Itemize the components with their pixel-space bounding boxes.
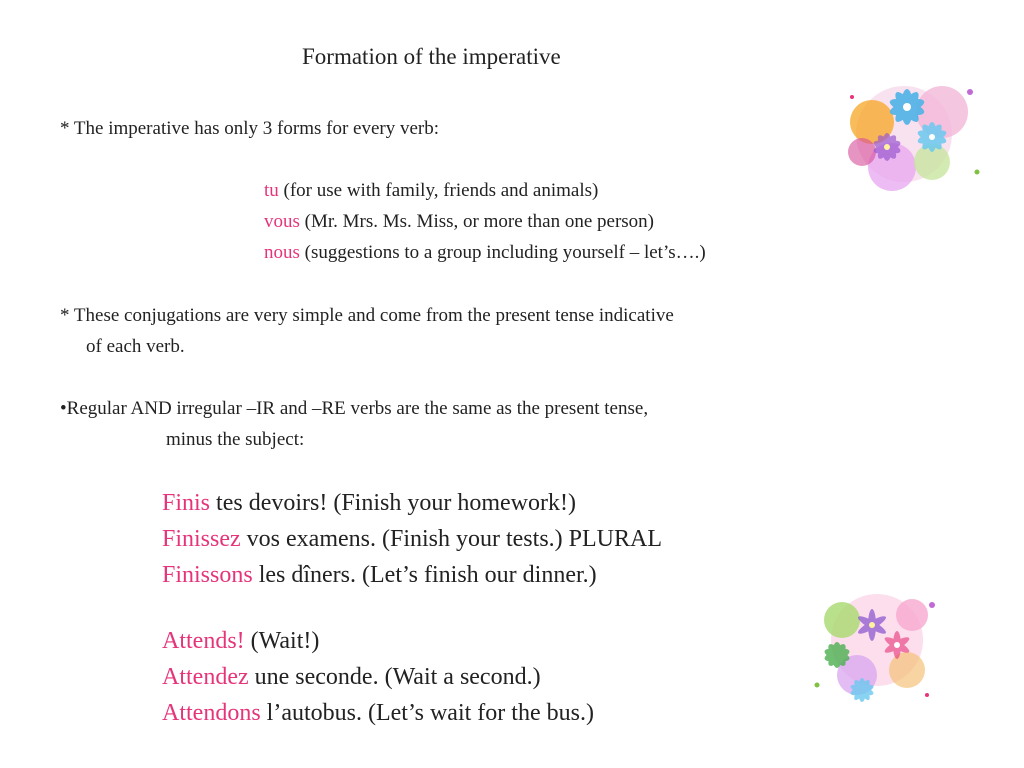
example-text: vos examens. (Finish your tests.) PLURAL [240,526,662,552]
example-verb: Attendez [162,664,249,690]
example-verb: Attendons [162,700,261,726]
bullet-text: The imperative has only 3 forms for every verb: [69,118,440,139]
example-verb: Finissons [162,562,253,588]
flower-cluster-top-right-icon [832,52,992,212]
slide-title: Formation of the imperative [302,44,561,69]
example-attendez [162,664,541,691]
example-text: les dîners. (Let’s finish our dinner.) [252,562,597,588]
form-vous [264,211,654,233]
bullet-regular-verbs-line2: minus the subject: [166,429,305,450]
flower-cluster-bottom-right-icon [802,565,952,715]
example-text: tes devoirs! (Finish your homework!) [210,490,576,516]
example-finis [162,490,576,517]
bullet-conjugations-line2: of each verb. [86,336,185,357]
example-attendons [162,700,594,727]
bullet-marker: * [60,118,70,139]
example-text: (Wait!) [244,628,320,654]
bullet-regular-verbs-line1: •Regular AND irregular –IR and –RE verbs are the same as the present tense, [60,398,649,419]
pronoun-nous: nous [264,242,300,263]
example-verb: Attends! [162,628,245,654]
form-description: (suggestions to a group including yourself – let’s….) [299,242,706,263]
pronoun-tu: tu [264,180,279,201]
pronoun-vous: vous [264,211,300,232]
example-finissez [162,526,662,553]
form-description: (for use with family, friends and animals) [278,180,599,201]
example-text: l’autobus. (Let’s wait for the bus.) [260,700,594,726]
bullet-imperative-forms [60,118,439,140]
example-text: une seconde. (Wait a second.) [248,664,541,690]
example-finissons [162,562,597,589]
example-verb: Finissez [162,526,241,552]
example-verb: Finis [162,490,211,516]
form-nous [264,242,706,264]
form-tu [264,180,598,202]
example-attends [162,628,319,655]
form-description: (Mr. Mrs. Ms. Miss, or more than one person) [299,211,655,232]
bullet-conjugations-line1: * These conjugations are very simple and come from the present tense indicative [60,305,674,326]
